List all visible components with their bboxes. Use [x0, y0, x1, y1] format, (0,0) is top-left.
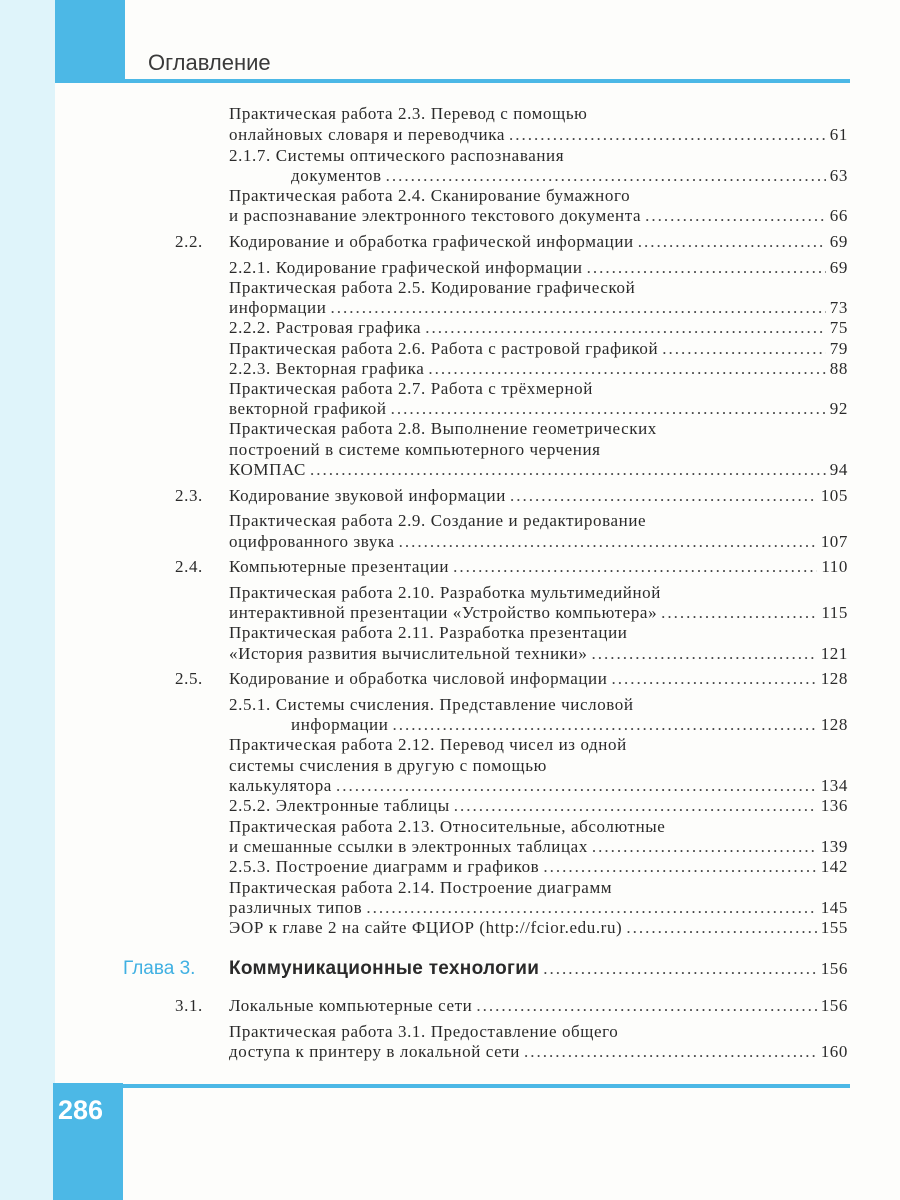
- toc-entry-page: 79: [829, 339, 848, 358]
- toc-entry-title: построений в системе компьютерного черчения: [229, 440, 601, 459]
- toc-entry: [229, 419, 848, 439]
- toc-entry-page: 134: [820, 776, 848, 795]
- toc-entry-title: Практическая работа 2.4. Сканирование бумажного: [229, 186, 631, 205]
- toc-entry: [229, 125, 848, 145]
- toc-entry: [229, 644, 848, 664]
- dot-leader: [638, 232, 826, 252]
- toc-entry: [291, 715, 848, 735]
- toc-entry: [229, 440, 848, 460]
- toc-entry: [229, 878, 848, 898]
- toc-entry-title: Практическая работа 2.10. Разработка мультимедийной: [229, 583, 661, 602]
- toc-entry-page: 121: [820, 644, 848, 663]
- toc-entry-page: 156: [820, 959, 848, 978]
- toc-entry-page: 88: [829, 359, 848, 378]
- dot-leader: [425, 318, 826, 338]
- toc-entry: [229, 146, 848, 166]
- toc-entry-title: информации: [229, 298, 327, 317]
- toc-entry: [229, 776, 848, 796]
- toc-entry-title: КОМПАС: [229, 460, 306, 479]
- toc-entry: [229, 796, 848, 816]
- dot-leader: [591, 644, 816, 664]
- dot-leader: [336, 776, 817, 796]
- toc-entry-title: информации: [291, 715, 389, 734]
- toc-entry-page: 105: [820, 486, 848, 505]
- toc-entry-page: 156: [820, 996, 848, 1015]
- toc-entry: [229, 756, 848, 776]
- dot-leader: [645, 206, 826, 226]
- toc-entry-number: 3.1.: [175, 996, 203, 1015]
- toc-entry-page: 128: [820, 669, 848, 688]
- toc-entry: [229, 623, 848, 643]
- toc-entry-page: 92: [829, 399, 848, 418]
- dot-leader: [453, 557, 817, 577]
- toc-entry-title: Компьютерные презентации: [229, 557, 450, 576]
- dot-leader: [310, 460, 826, 480]
- dot-leader: [392, 715, 816, 735]
- toc-entry: [229, 359, 848, 379]
- toc-entry-page: 61: [829, 125, 848, 144]
- toc-entry-title: документов: [291, 166, 382, 185]
- toc-entry-page: 160: [820, 1042, 848, 1061]
- toc-entry: [229, 857, 848, 877]
- dot-leader: [386, 166, 826, 186]
- dot-leader: [454, 796, 817, 816]
- toc-entry: [229, 898, 848, 918]
- toc-entry-title: Практическая работа 2.7. Работа с трёхмерной: [229, 379, 593, 398]
- toc-entry: [291, 166, 848, 186]
- toc-entry-title: Локальные компьютерные сети: [229, 996, 473, 1015]
- toc-entry: [229, 399, 848, 419]
- header-rule: [55, 79, 850, 83]
- toc-entry-page: 142: [820, 857, 848, 876]
- dot-leader: [391, 399, 826, 419]
- toc-entry: [229, 735, 848, 755]
- toc-entry: [229, 339, 848, 359]
- dot-leader: [366, 898, 816, 918]
- toc-entry: [175, 486, 848, 506]
- toc-entry-title: Практическая работа 2.13. Относительные, абсолютные: [229, 817, 666, 836]
- toc-entry-title: доступа к принтеру в локальной сети: [229, 1042, 520, 1061]
- toc-entry-title: и распознавание электронного текстового документа: [229, 206, 642, 225]
- toc-entry-title: оцифрованного звука: [229, 532, 395, 551]
- toc-entry-page: 63: [829, 166, 848, 185]
- toc-entry-page: 75: [829, 318, 848, 337]
- toc-entry-title: ЭОР к главе 2 на сайте ФЦИОР (http://fcior.edu.ru): [229, 918, 623, 937]
- toc-entry-page: 73: [829, 298, 848, 317]
- toc-entry: [175, 669, 848, 689]
- dot-leader: [510, 486, 817, 506]
- toc-entry-title: векторной графикой: [229, 399, 387, 418]
- toc-entry-title: Коммуникационные технологии: [229, 958, 540, 979]
- toc-entry: [229, 603, 848, 623]
- toc-entry-page: 136: [820, 796, 848, 815]
- toc-entry-page: 110: [821, 557, 848, 576]
- toc-entry-number: 2.5.: [175, 669, 203, 688]
- toc-entry-title: Кодирование и обработка графической информации: [229, 232, 634, 251]
- toc-entry: [175, 232, 848, 252]
- toc-entry-title: 2.5.2. Электронные таблицы: [229, 796, 450, 815]
- toc-entry-title: 2.2.2. Растровая графика: [229, 318, 422, 337]
- toc-entry: [175, 996, 848, 1016]
- toc-entry-title: 2.1.7. Системы оптического распознавания: [229, 146, 565, 165]
- toc-entry-title: Практическая работа 2.6. Работа с растровой графикой: [229, 339, 659, 358]
- toc-entry: [229, 511, 848, 531]
- toc-entry-number: 2.3.: [175, 486, 203, 505]
- toc-entry-number: 2.2.: [175, 232, 203, 251]
- toc-entry: [229, 379, 848, 399]
- toc-entry-title: интерактивной презентации «Устройство компьютера»: [229, 603, 658, 622]
- toc-entry: [175, 557, 848, 577]
- toc-entry: [229, 695, 848, 715]
- toc-entry-title: 2.2.3. Векторная графика: [229, 359, 425, 378]
- toc-entry: [229, 1042, 848, 1062]
- toc-entry-title: Практическая работа 2.12. Перевод чисел из одной: [229, 735, 627, 754]
- toc-entry: [229, 583, 848, 603]
- dot-leader: [626, 918, 816, 938]
- toc-entry-title: различных типов: [229, 898, 363, 917]
- header-tab: [55, 0, 125, 82]
- toc-entry-page: 94: [829, 460, 848, 479]
- toc-entry-page: 128: [820, 715, 848, 734]
- toc-entry-page: 69: [829, 232, 848, 251]
- toc-entry-number: 2.4.: [175, 557, 203, 576]
- toc-entry-title: Кодирование звуковой информации: [229, 486, 506, 505]
- dot-leader: [543, 959, 816, 979]
- toc-entry-title: онлайновых словаря и переводчика: [229, 125, 505, 144]
- toc-entry: [229, 298, 848, 318]
- toc-entry: [229, 532, 848, 552]
- toc-entry-number: Глава 3.: [123, 958, 196, 979]
- dot-leader: [399, 532, 817, 552]
- toc-entry: [229, 1022, 848, 1042]
- toc-entry-title: Практическая работа 2.14. Построение диаграмм: [229, 878, 613, 897]
- toc-entry: [229, 460, 848, 480]
- dot-leader: [543, 857, 816, 877]
- dot-leader: [330, 298, 825, 318]
- dot-leader: [509, 125, 826, 145]
- toc-entry-title: Практическая работа 3.1. Предоставление общего: [229, 1022, 619, 1041]
- toc-entry-title: 2.5.1. Системы счисления. Представление числовой: [229, 695, 634, 714]
- toc-entry-title: «История развития вычислительной техники»: [229, 644, 588, 663]
- toc-entry-title: Практическая работа 2.9. Создание и редактирование: [229, 511, 647, 530]
- dot-leader: [592, 837, 817, 857]
- dot-leader: [662, 339, 826, 359]
- toc-entry: [229, 186, 848, 206]
- toc-entry-title: Практическая работа 2.11. Разработка презентации: [229, 623, 628, 642]
- toc-entry-title: Практическая работа 2.3. Перевод с помощью: [229, 104, 588, 123]
- toc-entry-page: 139: [820, 837, 848, 856]
- toc-entry: [229, 278, 848, 298]
- toc-entry-title: системы счисления в другую с помощью: [229, 756, 547, 775]
- toc-entry-title: 2.2.1. Кодирование графической информации: [229, 258, 583, 277]
- toc-entry-title: 2.5.3. Построение диаграмм и графиков: [229, 857, 540, 876]
- toc-entry-page: 115: [821, 603, 848, 622]
- page-number: 286: [58, 1095, 104, 1125]
- toc-entry: [229, 837, 848, 857]
- toc-entry: [229, 918, 848, 938]
- dot-leader: [524, 1042, 817, 1062]
- dot-leader: [476, 996, 816, 1016]
- footer-rule: [53, 1084, 850, 1088]
- toc-entry-page: 66: [829, 206, 848, 225]
- toc-entry-page: 107: [820, 532, 848, 551]
- toc-entry: [229, 817, 848, 837]
- dot-leader: [587, 258, 826, 278]
- page-margin: [0, 0, 55, 1200]
- toc-entry-title: Практическая работа 2.8. Выполнение геометрических: [229, 419, 657, 438]
- toc-entry-page: 69: [829, 258, 848, 277]
- toc-entry: [229, 258, 848, 278]
- toc-entry: [229, 104, 848, 124]
- toc-entry: [229, 318, 848, 338]
- toc-entry-title: Практическая работа 2.5. Кодирование графической: [229, 278, 636, 297]
- toc-entry: [229, 206, 848, 226]
- toc-entry-title: и смешанные ссылки в электронных таблицах: [229, 837, 588, 856]
- dot-leader: [428, 359, 825, 379]
- dot-leader: [611, 669, 816, 689]
- toc-entry-page: 145: [820, 898, 848, 917]
- toc-entry-page: 155: [820, 918, 848, 937]
- dot-leader: [661, 603, 817, 623]
- toc-chapter-entry: [123, 958, 848, 979]
- page-title: Оглавление: [148, 50, 271, 75]
- toc-entry-title: Кодирование и обработка числовой информации: [229, 669, 608, 688]
- toc-entry-title: калькулятора: [229, 776, 332, 795]
